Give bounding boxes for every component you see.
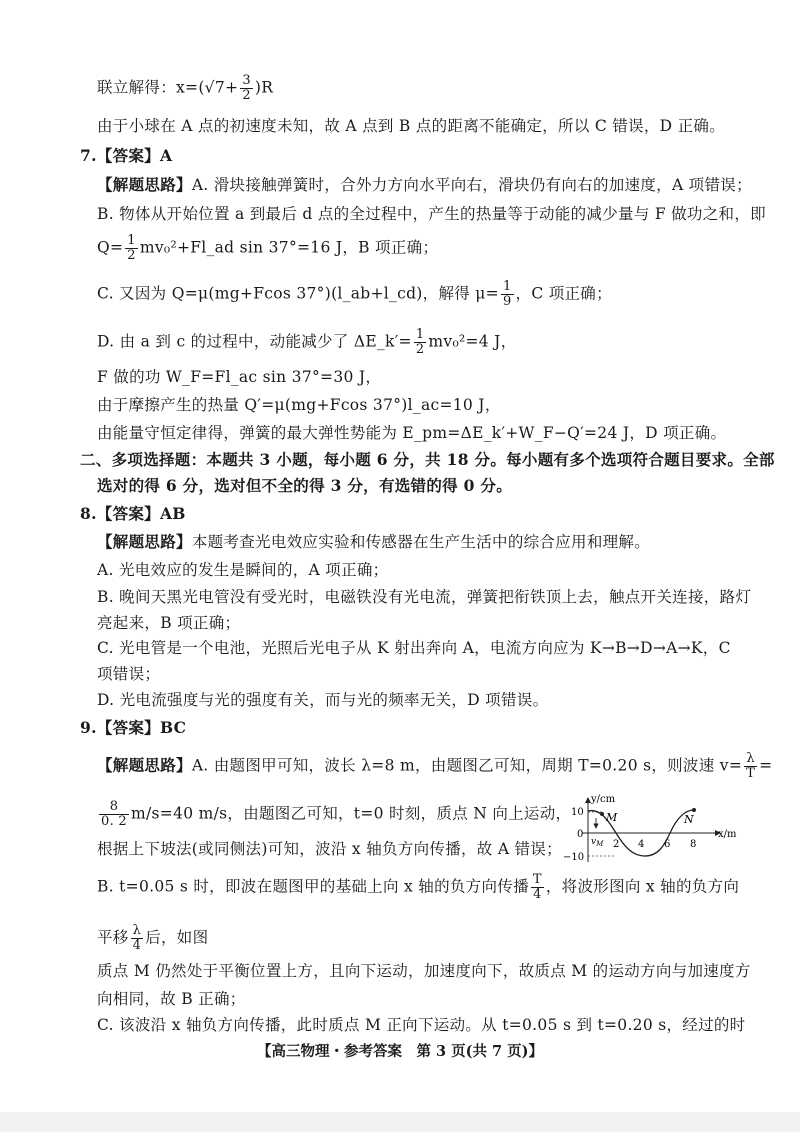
question-number: 8. <box>80 504 97 523</box>
denominator: 2 <box>415 342 425 357</box>
q8-answer <box>80 503 186 525</box>
solution-tag: 【解题思路】 <box>97 175 192 194</box>
q7-option-d-line3: 由于摩擦产生的热量 Q′=μ(mg+Fcos 37°)l_ac=10 J， <box>97 396 501 414</box>
q8-option-c-line1: C. 光电管是一个电池，光照后光电子从 K 射出奔向 A，电流方向应为 K→B→D→A→K，C <box>97 639 731 657</box>
denominator: 0. 2 <box>101 814 128 829</box>
page-edge <box>0 1112 800 1132</box>
fraction <box>131 924 144 953</box>
denominator: 2 <box>242 88 251 103</box>
q7-option-d-line1 <box>97 328 517 357</box>
question-number: 9. <box>80 718 97 737</box>
q8-intro <box>97 531 650 553</box>
q9-option-b-line4: 向相同，故 B 正确； <box>97 990 246 1008</box>
tick-label: 2 <box>613 839 620 850</box>
numerator: 1 <box>502 279 512 294</box>
solution-tag: 【解题思路】 <box>97 755 192 775</box>
q9-option-a-line1 <box>97 752 772 781</box>
point-M <box>600 812 604 816</box>
velocity-symbol: v <box>591 837 597 847</box>
point-label-N: N <box>684 813 694 826</box>
text: Q= <box>97 238 124 257</box>
page-footer: 【高三物理・参考答案 第 3 页(共 7 页)】 <box>256 1043 544 1060</box>
q7-option-a <box>97 174 752 196</box>
q7-option-d-line4: 由能量守恒定律得，弹簧的最大弹性势能为 E_pm=ΔE_k′+W_F−Q′=24 J，D 项正确。 <box>97 424 727 442</box>
tick-label: 4 <box>638 839 645 850</box>
text: D. 由 a 到 c 的过程中，动能减少了 ΔE_k′= <box>97 332 412 351</box>
text: A. 滑块接触弹簧时，合外力方向水平向右，滑块仍有向右的加速度，A 项错误； <box>191 176 752 194</box>
fraction <box>744 752 757 781</box>
text: )R <box>254 78 274 97</box>
text: ，C 项正确； <box>515 284 612 303</box>
fraction <box>531 873 544 902</box>
text: 后，如图 <box>145 928 209 947</box>
q8-option-b-line1: B. 晚间天黑光电管没有受光时，电磁铁没有光电流，弹簧把衔铁顶上去，触点开关连接，路灯 <box>97 588 752 606</box>
text: 平移 <box>97 928 129 947</box>
section-heading-line1: 二、多项选择题：本题共 3 小题，每小题 6 分，共 18 分。每小题有多个选项符合题目要求。全部 <box>80 450 775 469</box>
q7-option-d-line2: F 做的功 W_F=Fl_ac sin 37°=30 J， <box>97 368 382 386</box>
solution-line: 由于小球在 A 点的初速度未知，故 A 点到 B 点的距离不能确定，所以 C 错误，D 正确。 <box>97 117 726 135</box>
q9-option-b-line1 <box>97 873 739 902</box>
answer-label: 【答案】AB <box>96 504 186 523</box>
q7-answer <box>80 145 172 167</box>
tick-label: 8 <box>690 839 697 850</box>
q9-option-a-line2 <box>97 800 571 829</box>
solution-tag: 【解题思路】 <box>97 532 192 551</box>
denominator: 2 <box>127 248 136 263</box>
y-axis-label: y/cm <box>591 794 616 805</box>
denominator: 4 <box>533 887 542 902</box>
text: m/s=40 m/s，由题图乙可知，t=0 时刻，质点 N 向上运动， <box>131 804 572 823</box>
q9-option-b-line3: 质点 M 仍然处于平衡位置上方，且向下运动，加速度向下，故质点 M 的运动方向与加速度方 <box>97 962 751 980</box>
tick-label: 10 <box>571 807 584 818</box>
answer-label: 【答案】BC <box>96 718 187 737</box>
numerator: T <box>532 872 542 887</box>
numerator: 8 <box>99 800 129 815</box>
q8-option-a: A. 光电效应的发生是瞬间的，A 项正确； <box>97 561 389 579</box>
denominator: 4 <box>132 938 142 953</box>
q7-option-b-line1: B. 物体从开始位置 a 到最后 d 点的全过程中，产生的热量等于动能的减少量与 F 做功之和，即 <box>97 205 766 223</box>
q8-option-d: D. 光电流强度与光的强度有关，而与光的频率无关，D 项错误。 <box>97 691 549 709</box>
text: ，将波形图向 x 轴的负方向 <box>545 877 740 896</box>
text: 联立解得：x=(√7+ <box>97 78 239 97</box>
q7-option-c <box>97 280 612 309</box>
q8-option-c-line2: 项错误； <box>97 665 161 683</box>
point-label-M: M <box>606 811 618 824</box>
fraction <box>414 328 427 357</box>
tick-label: 0 <box>577 829 584 840</box>
solution-line <box>97 74 273 103</box>
numerator: 1 <box>415 327 425 342</box>
text: C. 又因为 Q=μ(mg+Fcos 37°)(l_ab+l_cd)，解得 μ= <box>97 284 499 303</box>
answer-label: 【答案】A <box>96 146 173 165</box>
wave-graph <box>560 790 750 870</box>
numerator: λ <box>744 752 757 767</box>
fraction <box>501 280 514 309</box>
q7-option-b-line2 <box>97 234 438 263</box>
denominator: 9 <box>502 294 512 309</box>
text: = <box>759 756 773 775</box>
fraction <box>240 74 253 103</box>
fraction <box>125 234 138 263</box>
numerator: 3 <box>242 73 251 88</box>
denominator: T <box>746 766 756 781</box>
question-number: 7. <box>80 146 97 165</box>
text: mv₀²+Fl_ad sin 37°=16 J，B 项正确； <box>139 238 439 257</box>
numerator: λ <box>131 924 144 939</box>
velocity-subscript: M <box>596 840 604 848</box>
q8-option-b-line2: 亮起来，B 项正确； <box>97 614 241 632</box>
numerator: 1 <box>127 233 136 248</box>
text: B. t=0.05 s 时，即波在题图甲的基础上向 x 轴的负方向传播 <box>97 877 529 896</box>
text: mv₀²=4 J， <box>428 332 517 351</box>
section-heading-line2: 选对的得 6 分，选对但不全的得 3 分，有选错的得 0 分。 <box>97 476 513 495</box>
text: 本题考查光电效应实验和传感器在生产生活中的综合应用和理解。 <box>191 533 651 551</box>
tick-label: −10 <box>563 852 585 863</box>
q9-option-c-line1: C. 该波沿 x 轴负方向传播，此时质点 M 正向下运动。从 t=0.05 s 到 t=0.20 s，经过的时 <box>97 1016 746 1034</box>
fraction <box>99 800 129 829</box>
point-N <box>692 808 696 812</box>
q9-option-b-line2 <box>97 924 208 953</box>
tick-label: 6 <box>664 839 671 850</box>
text: A. 由题图甲可知，波长 λ=8 m，由题图乙可知，周期 T=0.20 s，则波速 v= <box>191 756 743 775</box>
q9-answer <box>80 717 186 739</box>
q9-option-a-line3: 根据上下坡法(或同侧法)可知，波沿 x 轴负方向传播，故 A 错误； <box>97 840 562 858</box>
velocity-label <box>591 837 604 848</box>
x-axis-label: x/m <box>718 829 737 840</box>
